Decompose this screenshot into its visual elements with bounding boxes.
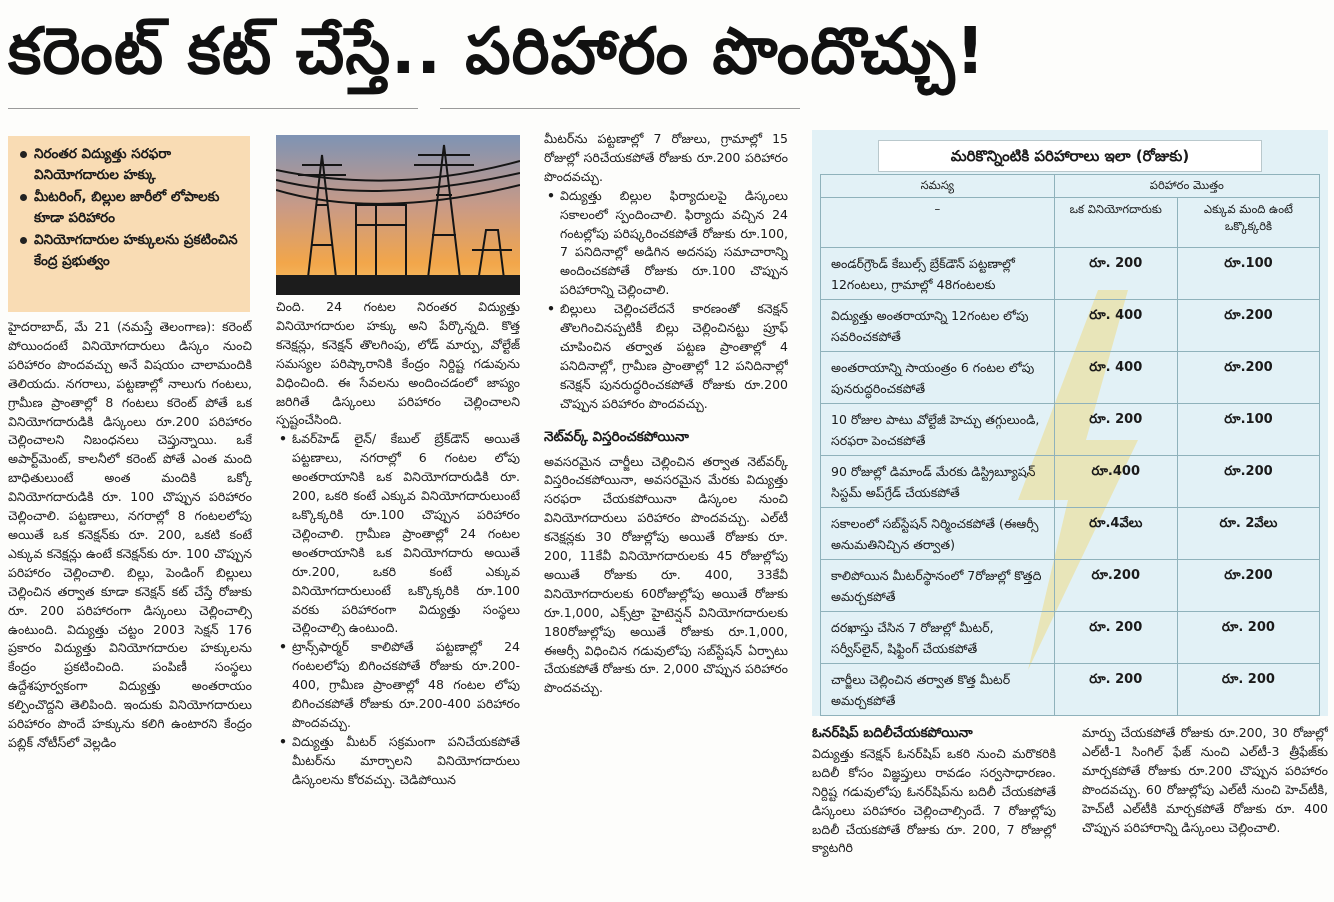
header-compensation: పరిహారం మొత్తం xyxy=(1054,175,1319,198)
single-value-cell: రూ. 200 xyxy=(1054,404,1177,456)
table-row xyxy=(821,508,1320,560)
article-text: విద్యుత్తు కనెక్షన్ ఓనర్‌షిప్ ఒకరి నుంచి మరొకరికి బదిలీ కోసం విజ్ఞప్తులు రావడం సర్వసాధారణం. నిర్దిష్ట గడువులోపు ఓనర్‌షిప్‌ను బదిలీ చేయకపోతే డిస్కంలు పరిహారం చెల్లించాల్సిందే. 7 రోజుల్లోపు బదిలీ చేయకపోతే రోజుకు రూ. 200, 7 రోజుల్లో క్యాటగిరి xyxy=(812,745,1056,856)
rule-left xyxy=(8,108,418,109)
bullet-item: • బిల్లులు చెల్లించలేదనే కారణంతో కనెక్షన్ తొలగించినప్పటికీ బిల్లు చెల్లించినట్టు ప్రూఫ్ చూపించిన తర్వాత పట్టణ ప్రాంతాల్లో 4 పనిదినాల్లో, గ్రామీణ ప్రాంతాల్లో 12 పనిదినాల్లో కనెక్షన్ పునరుద్ధరించకపోతే రోజుకు రూ.200 చొప్పున పరిహారం పొందవచ్చు. xyxy=(544,300,788,413)
header-multi: ఎక్కువ మంది ఉంటే ఒక్కొక్కరికి xyxy=(1177,198,1319,248)
article-text: అవసరమైన చార్జీలు చెల్లించిన తర్వాత నెట్‌వర్క్ విస్తరించకపోయినా, అవసరమైన మేరకు విద్యుత్తు సరఫరా చేయకపోయినా డిస్కంల నుంచి వినియోగదారులు పరిహారం పొందవచ్చు. ఎల్‌టీ కనెక్షన్లకు 30 రోజుల్లోపు అయితే రోజుకు రూ. 200, 11కేవీ వినియోగదారులకు 45 రోజుల్లోపు అయితే రోజుకు రూ. 400, 33కేవీ వినియోగదారులకు 60రోజుల్లోపు అయితే రోజుకు రూ.1,000, ఎక్స్‌ట్రా హైటెన్షన్ వినియోగదారులకు 180రోజుల్లోపు అయితే రోజుకు రూ.1,000, ఈఆర్సీ విధించిన గడువులోపు సబ్‌స్టేషన్ ఏర్పాటు చేయకపోతే రోజుకు రూ. 2,000 చొప్పున పరిహారం పొందవచ్చు. xyxy=(544,453,788,696)
multi-value-cell: రూ.200 xyxy=(1177,300,1319,352)
bullet-item: • ఓవర్‌హెడ్ లైన్/ కేబుల్ బ్రేక్‌డౌన్ అయితే పట్టణాలు, నగరాల్లో 6 గంటల లోపు అంతరాయానికి ఒక వినియోగదారుడికి రూ. 200, ఒకరి కంటే ఎక్కువ వినియోగదారులుంటే ఒక్కొక్కరికి రూ.100 చొప్పున పరిహారం చెల్లించాలి. గ్రామీణ ప్రాంతాల్లో 24 గంటల అంతరాయానికి ఒక వినియోగదారు అయితే రూ.200, ఒకరి కంటే ఎక్కువ వినియోగదారులుంటే ఒక్కొక్కరికి రూ.100 వరకు పరిహారంగా విద్యుత్తు సంస్థలు చెల్లించాల్సి ఉంటుంది. xyxy=(276,430,520,638)
power-lines-photo xyxy=(276,135,520,295)
single-value-cell: రూ. 200 xyxy=(1054,248,1177,300)
article-column-2 xyxy=(276,298,520,902)
table-row xyxy=(821,404,1320,456)
multi-value-cell: రూ. 200 xyxy=(1177,612,1319,664)
single-value-cell: రూ. 200 xyxy=(1054,664,1177,716)
article-text: హైదరాబాద్, మే 21 (నమస్తే తెలంగాణ): కరెంట్ పోయిందంటే వినియోగదారులు డిస్కం నుంచి పరిహారం పొందవచ్చు అనే విషయం చాలామందికి తెలియదు. నగరాలు, పట్టణాల్లో నాలుగు గంటలు, గ్రామీణ ప్రాంతాల్లో 8 గంటలు కరెంట్ పోతే ఒక వినియోగదారుడికి డిస్కంలు రూ.200 పరిహారం చెల్లించాలని నిబంధనలు చెప్తున్నాయి. ఒకే అపార్ట్‌మెంట్, కాలనీలో కరెంట్ పోతే ఎంత మంది బాధితులుంటే అంత మందికి ఒక్కో వినియోగదారుడికి రూ. 100 చొప్పున పరిహారం చెల్లించాలి. పట్టణాలు, నగరాల్లో 8 గంటలలోపు అయితే ఒక కనెక్షన్‌కు రూ. 200, ఒకటి కంటే ఎక్కువ కనెక్షన్లు ఉంటే కనెక్షన్‌కు రూ. 100 చొప్పున పరిహారం చెల్లించాలి. బిల్లు, పెండింగ్ బిల్లులు చెల్లించిన తర్వాత కూడా కనెక్షన్ కట్ చేస్తే రోజుకు రూ. 200 పరిహారంగా డిస్కంలు చెల్లించాల్సి ఉంటుంది. విద్యుత్తు చట్టం 2003 సెక్షన్ 176 ప్రకారం విద్యుత్తు వినియోగదారుల హక్కులను కేంద్రం ప్రకటించింది. పంపిణీ సంస్థలు ఉద్దేశపూర్వకంగా విద్యుత్తు అంతరాయం కల్పించొద్దని తెలిపింది. ఇందుకు వినియోగదారులు పరిహారం పొందే హక్కును కలిగి ఉంటారని కేంద్రం పబ్లిక్ నోటీస్‌లో వెల్లడిం xyxy=(8,319,252,750)
problem-cell: చార్జీలు చెల్లించిన తర్వాత కొత్త మీటర్ అమర్చకపోతే xyxy=(821,664,1055,716)
problem-cell: దరఖాస్తు చేసిన 7 రోజుల్లో మీటర్, సర్వీస్‌లైన్, షిఫ్టింగ్ చేయకపోతే xyxy=(821,612,1055,664)
bullet-item: • విద్యుత్తు బిల్లుల ఫిర్యాదులపై డిస్కంలు సకాలంలో స్పందించాలి. ఫిర్యాదు వచ్చిన 24 గంటల్లోపు పరిష్కరించకపోతే రోజుకు రూ.100, 7 పనిదినాల్లో అడిగిన అదనపు సమాచారాన్ని అందించకపోతే రోజుకు రూ.100 చొప్పున పరిహారాన్ని చెల్లించాలి. xyxy=(544,187,788,300)
multi-value-cell: రూ.200 xyxy=(1177,456,1319,508)
article-text: చింది. 24 గంటల నిరంతర విద్యుత్తు వినియోగదారుల హక్కు అని పేర్కొన్నది. కొత్త కనెక్షన్లు, కనెక్షన్ తొలగింపు, లోడ్ మార్పు, వోల్టేజ్ సమస్యల పరిష్కారానికి కేంద్రం నిర్దిష్ట గడువును విధించింది. ఈ సేవలను అందించడంలో జాప్యం జరిగితే డిస్కంలు పరిహారం చెల్లించాలని స్పష్టంచేసింది. xyxy=(276,299,520,428)
article-text: మీటర్‌ను పట్టణాల్లో 7 రోజులు, గ్రామాల్లో 15 రోజుల్లో సరిచేయకపోతే రోజుకు రూ.200 పరిహారం పొందవచ్చు. xyxy=(544,131,788,184)
single-value-cell: రూ.400 xyxy=(1054,456,1177,508)
article-column-3 xyxy=(544,130,788,902)
header-dash: – xyxy=(821,198,1055,248)
highlight-item: నిరంతర విద్యుత్తు సరఫరా వినియోగదారుల హక్కు xyxy=(16,144,242,186)
highlight-item: వినియోగదారుల హక్కులను ప్రకటించిన కేంద్ర ప్రభుత్వం xyxy=(16,230,242,272)
article-text: మార్పు చేయకపోతే రోజుకు రూ.200, 30 రోజుల్లో ఎల్‌టీ-1 సింగిల్ ఫేజ్ నుంచి ఎల్‌టీ-3 త్రీఫేజ్‌కు మార్చకపోతే రోజుకు రూ.200 చొప్పున పరిహారం పొందవచ్చు. 60 రోజుల్లోపు ఎల్‌టీ నుంచి హెచ్‌టీకి, హెచ్‌టీ ఎల్‌టీకి మార్చకపోతే రోజుకు రూ. 400 చొప్పున పరిహారాన్ని డిస్కంలు చెల్లించాలి. xyxy=(1082,725,1328,835)
problem-cell: 10 రోజుల పాటు వోల్టేజీ హెచ్చు తగ్గులుండి, సరఫరా పెంచకపోతే xyxy=(821,404,1055,456)
article-column-1 xyxy=(8,318,252,902)
highlights-box xyxy=(8,136,250,312)
header-problem: సమస్య xyxy=(821,175,1055,198)
section-subhead: ఓనర్‌షిప్ బదిలీచేయకపోయినా xyxy=(812,725,973,741)
compensation-table xyxy=(820,174,1320,716)
multi-value-cell: రూ.100 xyxy=(1177,404,1319,456)
single-value-cell: రూ.4వేలు xyxy=(1054,508,1177,560)
table-row xyxy=(821,664,1320,716)
single-value-cell: రూ. 400 xyxy=(1054,300,1177,352)
single-value-cell: రూ.200 xyxy=(1054,560,1177,612)
multi-value-cell: రూ. 200 xyxy=(1177,664,1319,716)
header-single: ఒక వినియోగదారుకు xyxy=(1054,198,1177,248)
table-title: మరికొన్నింటికి పరిహారాలు ఇలా (రోజుకు) xyxy=(878,140,1262,172)
problem-cell: 90 రోజుల్లో డిమాండ్ మేరకు డిస్ట్రిబ్యూషన్ సిస్టమ్ అప్‌గ్రేడ్ చేయకపోతే xyxy=(821,456,1055,508)
multi-value-cell: రూ.200 xyxy=(1177,352,1319,404)
section-subhead: నెట్‌వర్క్ విస్తరించకపోయినా xyxy=(544,428,689,445)
table-row xyxy=(821,300,1320,352)
article-column-4 xyxy=(812,724,1056,902)
problem-cell: కాలిపోయిన మీటర్‌స్థానంలో 7రోజుల్లో కొత్తది అమర్చకపోతే xyxy=(821,560,1055,612)
table-row xyxy=(821,560,1320,612)
table-row xyxy=(821,612,1320,664)
problem-cell: సకాలంలో సబ్‌స్టేషన్ నిర్మించకపోతే (ఈఆర్సీ అనుమతినిచ్చిన తర్వాత) xyxy=(821,508,1055,560)
bullet-item: • ట్రాన్స్‌ఫార్మర్ కాలిపోతే పట్టణాల్లో 24 గంటలలోపు బిగించకపోతే రోజుకు రూ.200-400, గ్రామీణ ప్రాంతాల్లో 48 గంటల లోపు బిగించకపోతే రోజుకు రూ.200-400 పరిహారం పొందవచ్చు. xyxy=(276,638,520,733)
highlight-item: మీటరింగ్, బిల్లుల జారీలో లోపాలకు కూడా పరిహారం xyxy=(16,187,242,229)
multi-value-cell: రూ.100 xyxy=(1177,248,1319,300)
table-row xyxy=(821,352,1320,404)
table-row xyxy=(821,248,1320,300)
rule-right xyxy=(440,108,800,109)
single-value-cell: రూ. 200 xyxy=(1054,612,1177,664)
problem-cell: అంతరాయాన్ని సాయంత్రం 6 గంటల లోపు పునరుద్ధరించకపోతే xyxy=(821,352,1055,404)
headline: కరెంట్ కట్ చేస్తే.. పరిహారం పొందొచ్చు! xyxy=(8,15,986,89)
single-value-cell: రూ. 400 xyxy=(1054,352,1177,404)
article-column-5 xyxy=(1082,724,1328,902)
multi-value-cell: రూ.200 xyxy=(1177,560,1319,612)
table-row xyxy=(821,456,1320,508)
multi-value-cell: రూ. 2వేలు xyxy=(1177,508,1319,560)
compensation-table-panel xyxy=(812,130,1328,716)
bullet-item: • విద్యుత్తు మీటర్ సక్రమంగా పనిచేయకపోతే మీటర్‌ను మార్చాలని వినియోగదారులు డిస్కంలను కోరవచ్చు. చెడిపోయిన xyxy=(276,733,520,790)
problem-cell: అండర్‌గ్రౌండ్ కేబుల్స్ బ్రేక్‌డౌన్ పట్టణాల్లో 12గంటలు, గ్రామాల్లో 48గంటలకు xyxy=(821,248,1055,300)
problem-cell: విద్యుత్తు అంతరాయాన్ని 12గంటల లోపు సవరించకపోతే xyxy=(821,300,1055,352)
